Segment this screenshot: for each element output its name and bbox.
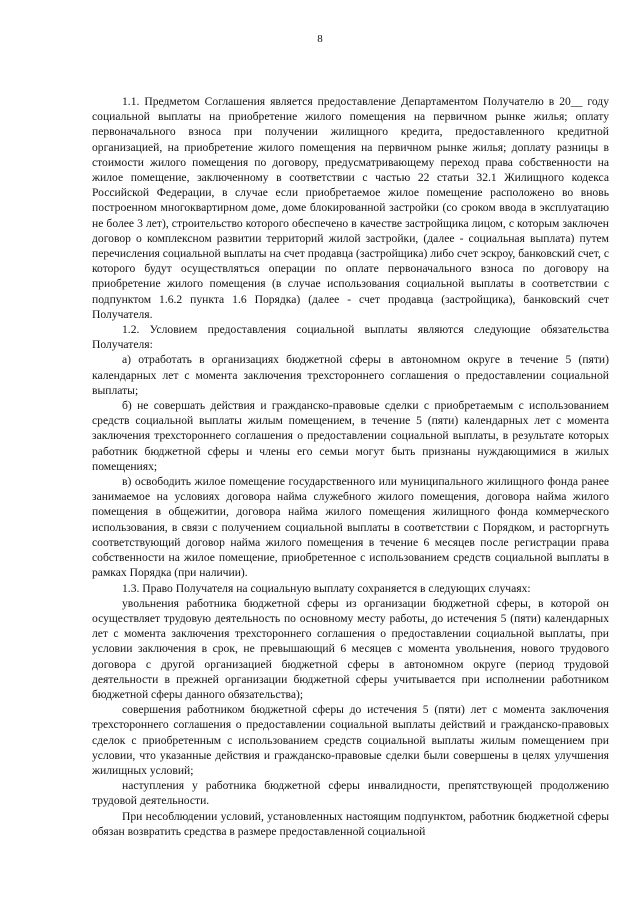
paragraph-non-compliance: При несоблюдении условий, установленных настоящим подпунктом, работник бюджетной сферы обязан возвратить средства в размере предоставленной социальной	[92, 809, 609, 838]
paragraph-1-2: 1.2. Условием предоставления социальной выплаты являются следующие обязательства Получателя:	[92, 323, 609, 352]
paragraph-1-2-v: в) освободить жилое помещение государственного или муниципального жилищного фонда ранее занимаемое на условиях договора найма служебного жилого помещения, договора найма жилого помещения в общежитии, договора найма жилого помещения жилищного фонда коммерческого использования, в связи с получением социальной выплаты в соответствии с Порядком, и расторгнуть соответствующий договор найма жилого помещения в течение 6 месяцев после регистрации права собственности на жилое помещение, приобретенное с использованием средств социальной выплаты в рамках Порядка (при наличии).	[92, 475, 609, 580]
paragraph-1-3-disability: наступления у работника бюджетной сферы инвалидности, препятствующей продолжению трудовой деятельности.	[92, 779, 609, 808]
paragraph-1-3-dismissal: увольнения работника бюджетной сферы из организации бюджетной сферы, в которой он осуществляет трудовую деятельность по основному месту работы, до истечения 5 (пяти) календарных лет с момента заключения трехстороннего соглашения о предоставлении социальной выплаты, при условии заключения в срок, не превышающий 6 месяцев с момента увольнения, нового трудового договора с другой организацией бюджетной сферы в автономном округе (период трудовой деятельности в прежней организации бюджетной сферы учитывается при исполнении работником бюджетной сферы данного обязательства);	[92, 596, 609, 701]
paragraph-1-3: 1.3. Право Получателя на социальную выплату сохраняется в следующих случаях:	[122, 581, 531, 595]
document-body	[92, 94, 609, 839]
paragraph-1-2-a: а) отработать в организациях бюджетной сферы в автономном округе в течение 5 (пяти) календарных лет с момента заключения трехстороннего соглашения о предоставлении социальной выплаты;	[92, 353, 609, 397]
paragraph-1-2-b: б) не совершать действия и гражданско-правовые сделки с приобретаемым с использованием средств социальной выплаты жилым помещением, в течение 5 (пяти) календарных лет с момента заключения трехстороннего соглашения о предоставлении социальной выплаты, в результате которых работник бюджетной сферы и члены его семьи могут быть признаны нуждающимися в жилых помещениях;	[92, 399, 609, 473]
paragraph-1-3-transactions: совершения работником бюджетной сферы до истечения 5 (пяти) лет с момента заключения трехстороннего соглашения о предоставлении социальной выплаты действий и гражданско-правовых сделок с приобретенным с использованием средств социальной выплаты жилым помещением при условии, что указанные действия и гражданско-правовые сделки были совершены в целях улучшения жилищных условий;	[92, 703, 609, 777]
page-number: 8	[317, 33, 323, 45]
paragraph-1-1: 1.1. Предметом Соглашения является предоставление Департаментом Получателю в 20__ году социальной выплаты на приобретение жилого помещения на первичном рынке жилья; оплату первоначального взноса при получении жилищного кредита, предоставленного кредитной организацией, на приобретение жилого помещения на первичном рынке жилья; доплату разницы в стоимости жилого помещения по договору, предусматривающему переход права собственности на жилое помещение, заключенному в соответствии с частью 22 статьи 32.1 Жилищного кодекса Российской Федерации, в случае если приобретаемое жилое помещение расположено во вновь построенном многоквартирном доме, доме блокированной застройки (со сроком ввода в эксплуатацию не более 3 лет), строительство которого обеспечено в качестве застройщика лицом, с которым заключен договор о комплексном развитии территорий жилой застройки, (далее - социальная выплата) путем перечисления социальной выплаты на счет продавца (застройщика) либо счет эскроу, банковский счет, с которого будут осуществляться операции по оплате первоначального взноса по договору на приобретение жилого помещения (в случае использования социальной выплаты в соответствии с подпунктом 1.6.2 пункта 1.6 Порядка) (далее - счет продавца (застройщика), банковский счет Получателя.	[92, 95, 609, 321]
